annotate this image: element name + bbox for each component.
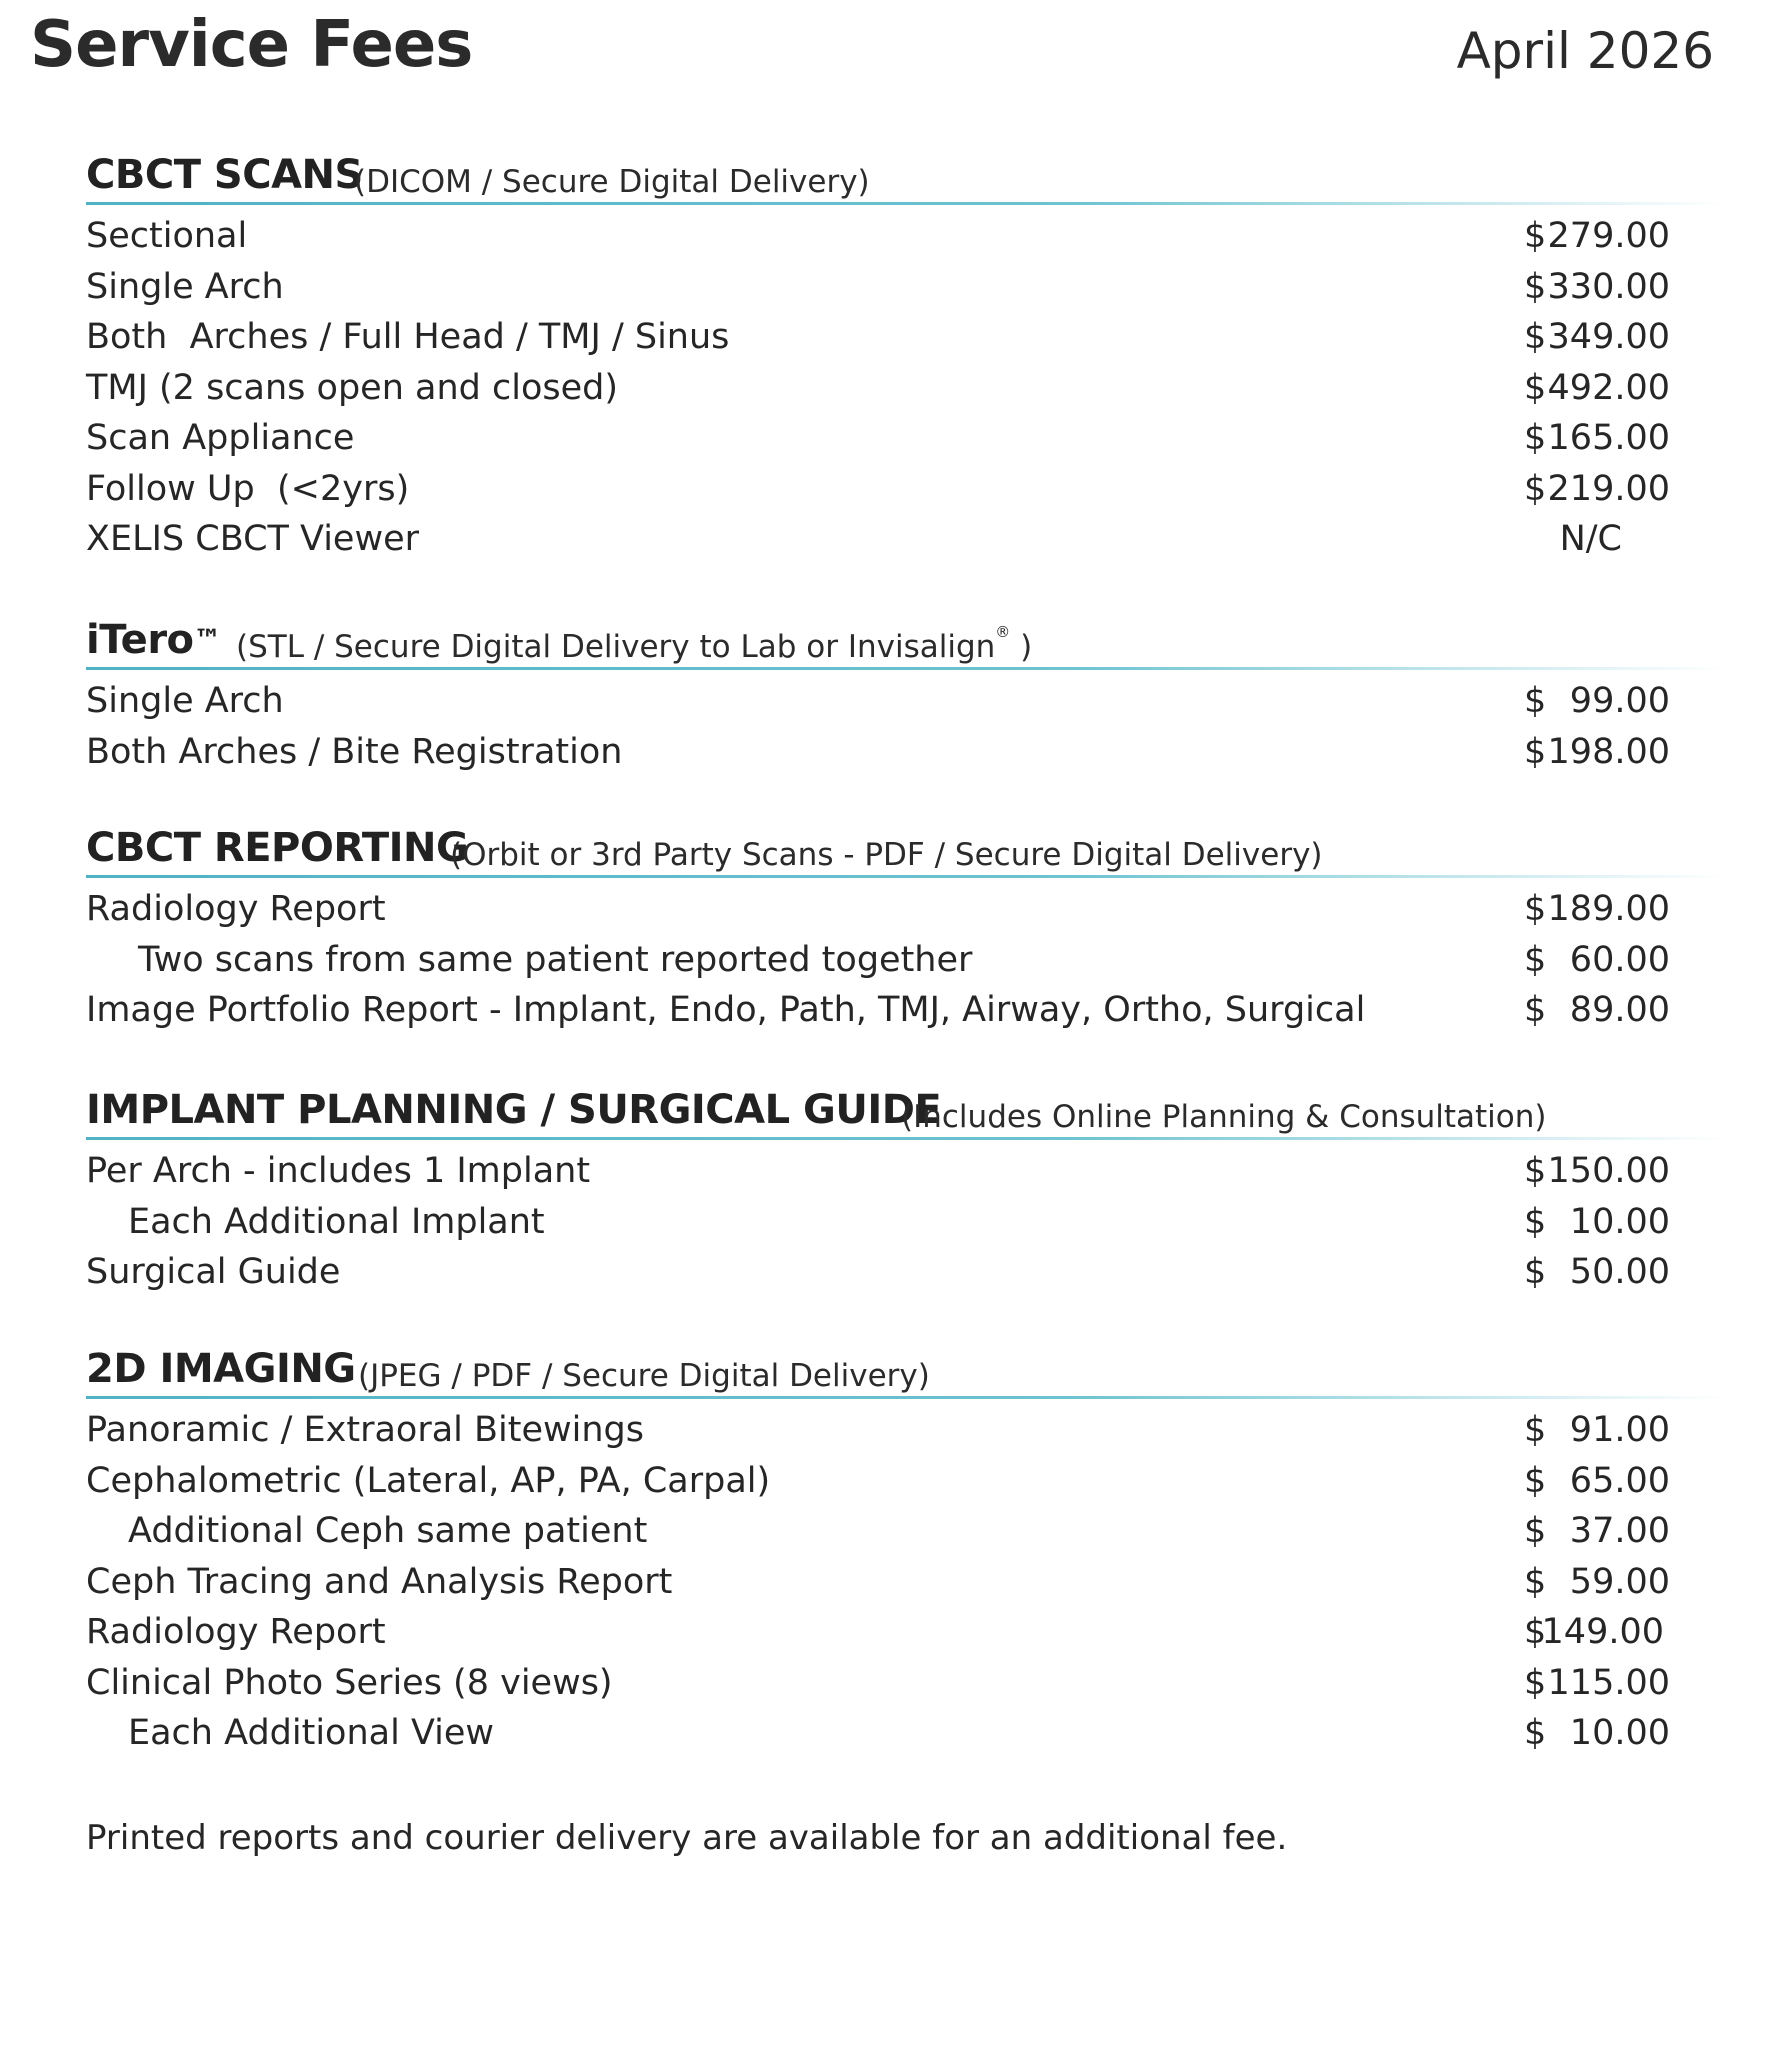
- fee-currency: $: [1524, 317, 1547, 357]
- registered-mark: ®: [995, 623, 1011, 641]
- fee-row: [86, 1658, 1726, 1709]
- fee-row: [86, 464, 1726, 515]
- fee-row: [86, 676, 1726, 727]
- fee-row: [86, 211, 1726, 262]
- fee-row: [86, 514, 1726, 565]
- section-title: CBCT REPORTING: [86, 825, 469, 871]
- fee-label: Each Additional Implant: [128, 1201, 545, 1242]
- fee-currency: $: [1524, 1460, 1547, 1501]
- footer-note: Printed reports and courier delivery are available for an additional fee.: [86, 1818, 1288, 1858]
- section-divider: [86, 1396, 1726, 1399]
- fee-amount: 50.00: [1569, 1252, 1670, 1292]
- section-cbct-reporting: [86, 823, 1726, 1036]
- fee-currency: $: [1524, 1561, 1547, 1602]
- fee-label: Both Arches / Bite Registration: [86, 731, 623, 772]
- section-divider: [86, 1137, 1726, 1140]
- fee-amount: 189.00: [1547, 889, 1670, 929]
- section-header: [86, 150, 1726, 202]
- fee-amount: 279.00: [1547, 216, 1670, 256]
- fee-currency: $: [1524, 1151, 1547, 1191]
- fee-label: Two scans from same patient reported together: [138, 939, 973, 980]
- section-header: [86, 615, 1726, 667]
- fee-amount: 150.00: [1547, 1151, 1670, 1191]
- fee-currency: $: [1524, 681, 1547, 721]
- fee-row: [86, 935, 1726, 986]
- section-subtitle: (Includes Online Planning & Consultation): [901, 1099, 1547, 1135]
- fee-row: [86, 262, 1726, 313]
- section-2d-imaging: [86, 1344, 1726, 1759]
- fee-row: [86, 1607, 1726, 1658]
- section-divider: [86, 667, 1726, 670]
- fee-label: Scan Appliance: [86, 418, 355, 458]
- fee-row: [86, 363, 1726, 414]
- fee-row: [86, 1197, 1726, 1248]
- fee-currency: $: [1524, 1201, 1547, 1242]
- section-implant-planning: [86, 1085, 1726, 1298]
- fee-currency: $: [1524, 468, 1547, 509]
- fee-label: TMJ (2 scans open and closed): [86, 367, 619, 408]
- fee-row: [86, 1506, 1726, 1557]
- fee-amount: 165.00: [1547, 418, 1670, 458]
- section-title: CBCT SCANS: [86, 152, 363, 198]
- fee-label: Radiology Report: [86, 1612, 386, 1652]
- fee-row: [86, 1146, 1726, 1197]
- fee-currency: $: [1524, 1612, 1547, 1652]
- page-date: April 2026: [1456, 22, 1714, 80]
- fee-row: [86, 884, 1726, 935]
- fee-label: Panoramic / Extraoral Bitewings: [86, 1410, 644, 1450]
- fee-currency: $: [1524, 1662, 1547, 1703]
- fee-label: Ceph Tracing and Analysis Report: [86, 1561, 673, 1602]
- fee-label: Surgical Guide: [86, 1252, 341, 1292]
- fee-amount: 37.00: [1569, 1511, 1670, 1551]
- section-itero: [86, 615, 1726, 777]
- section-subtitle: (STL / Secure Digital Delivery to Lab or Invisalign® ): [236, 623, 1033, 665]
- fee-row: [86, 1456, 1726, 1507]
- fee-label: XELIS CBCT Viewer: [86, 519, 420, 559]
- fee-amount: 219.00: [1547, 468, 1670, 509]
- section-subtitle: (DICOM / Secure Digital Delivery): [354, 164, 870, 200]
- fee-label: Cephalometric (Lateral, AP, PA, Carpal): [86, 1460, 771, 1501]
- fee-currency: $: [1524, 1410, 1547, 1450]
- fee-label: Both Arches / Full Head / TMJ / Sinus: [86, 317, 730, 357]
- fee-label: Single Arch: [86, 681, 284, 721]
- fee-amount: 198.00: [1547, 731, 1670, 772]
- fee-label: Single Arch: [86, 266, 284, 307]
- fee-currency: $: [1524, 731, 1547, 772]
- fee-currency: $: [1524, 1713, 1547, 1753]
- fee-row: [86, 413, 1726, 464]
- fee-amount: 492.00: [1547, 367, 1670, 408]
- fee-currency: $: [1524, 216, 1547, 256]
- fee-currency: $: [1524, 367, 1547, 408]
- fee-currency: $: [1524, 1252, 1547, 1292]
- fee-currency: $: [1524, 889, 1547, 929]
- fee-amount: 99.00: [1569, 681, 1670, 721]
- section-header: [86, 823, 1726, 875]
- fee-label: Sectional: [86, 216, 248, 256]
- fee-amount: 330.00: [1547, 266, 1670, 307]
- trademark-mark: ™: [193, 623, 222, 656]
- fee-row: [86, 1557, 1726, 1608]
- fee-row: [86, 1405, 1726, 1456]
- page-header: [0, 0, 1774, 110]
- section-header: [86, 1085, 1726, 1137]
- fee-row: [86, 1708, 1726, 1759]
- fee-amount: 91.00: [1569, 1410, 1670, 1450]
- fee-label: Each Additional View: [128, 1713, 494, 1753]
- fee-currency: $: [1524, 939, 1547, 980]
- page-title: Service Fees: [30, 8, 473, 82]
- section-cbct-scans: [86, 150, 1726, 565]
- fee-currency: $: [1524, 990, 1547, 1030]
- fee-currency: $: [1524, 1511, 1547, 1551]
- section-title: IMPLANT PLANNING / SURGICAL GUIDE: [86, 1087, 942, 1133]
- section-title: 2D IMAGING: [86, 1346, 356, 1392]
- fee-label: Clinical Photo Series (8 views): [86, 1662, 613, 1703]
- fee-label: Image Portfolio Report - Implant, Endo, Path, TMJ, Airway, Ortho, Surgical: [86, 990, 1366, 1030]
- fee-label: Radiology Report: [86, 889, 386, 929]
- fee-amount: 89.00: [1569, 990, 1670, 1030]
- fee-amount: 10.00: [1569, 1713, 1670, 1753]
- fee-amount: N/C: [1559, 519, 1622, 559]
- section-title: iTero™: [86, 617, 222, 663]
- fee-label: Additional Ceph same patient: [128, 1511, 648, 1551]
- fee-currency: $: [1524, 418, 1547, 458]
- fee-amount: 59.00: [1569, 1561, 1670, 1602]
- fee-currency: $: [1524, 266, 1547, 307]
- section-subtitle: (Orbit or 3rd Party Scans - PDF / Secure Digital Delivery): [450, 837, 1323, 873]
- section-divider: [86, 875, 1726, 878]
- fee-row: [86, 312, 1726, 363]
- fee-row: [86, 727, 1726, 778]
- fee-amount: 60.00: [1569, 939, 1670, 980]
- fee-amount: 10.00: [1569, 1201, 1670, 1242]
- section-subtitle: (JPEG / PDF / Secure Digital Delivery): [358, 1358, 930, 1394]
- fee-amount: 65.00: [1569, 1460, 1670, 1501]
- fee-row: [86, 1247, 1726, 1298]
- fee-label: Per Arch - includes 1 Implant: [86, 1151, 591, 1191]
- fee-amount: 115.00: [1547, 1662, 1670, 1703]
- fee-amount: 149.00: [1541, 1612, 1664, 1652]
- fee-row: [86, 985, 1726, 1036]
- section-divider: [86, 202, 1726, 205]
- fee-amount: 349.00: [1547, 317, 1670, 357]
- section-header: [86, 1344, 1726, 1396]
- fee-label: Follow Up (<2yrs): [86, 468, 410, 509]
